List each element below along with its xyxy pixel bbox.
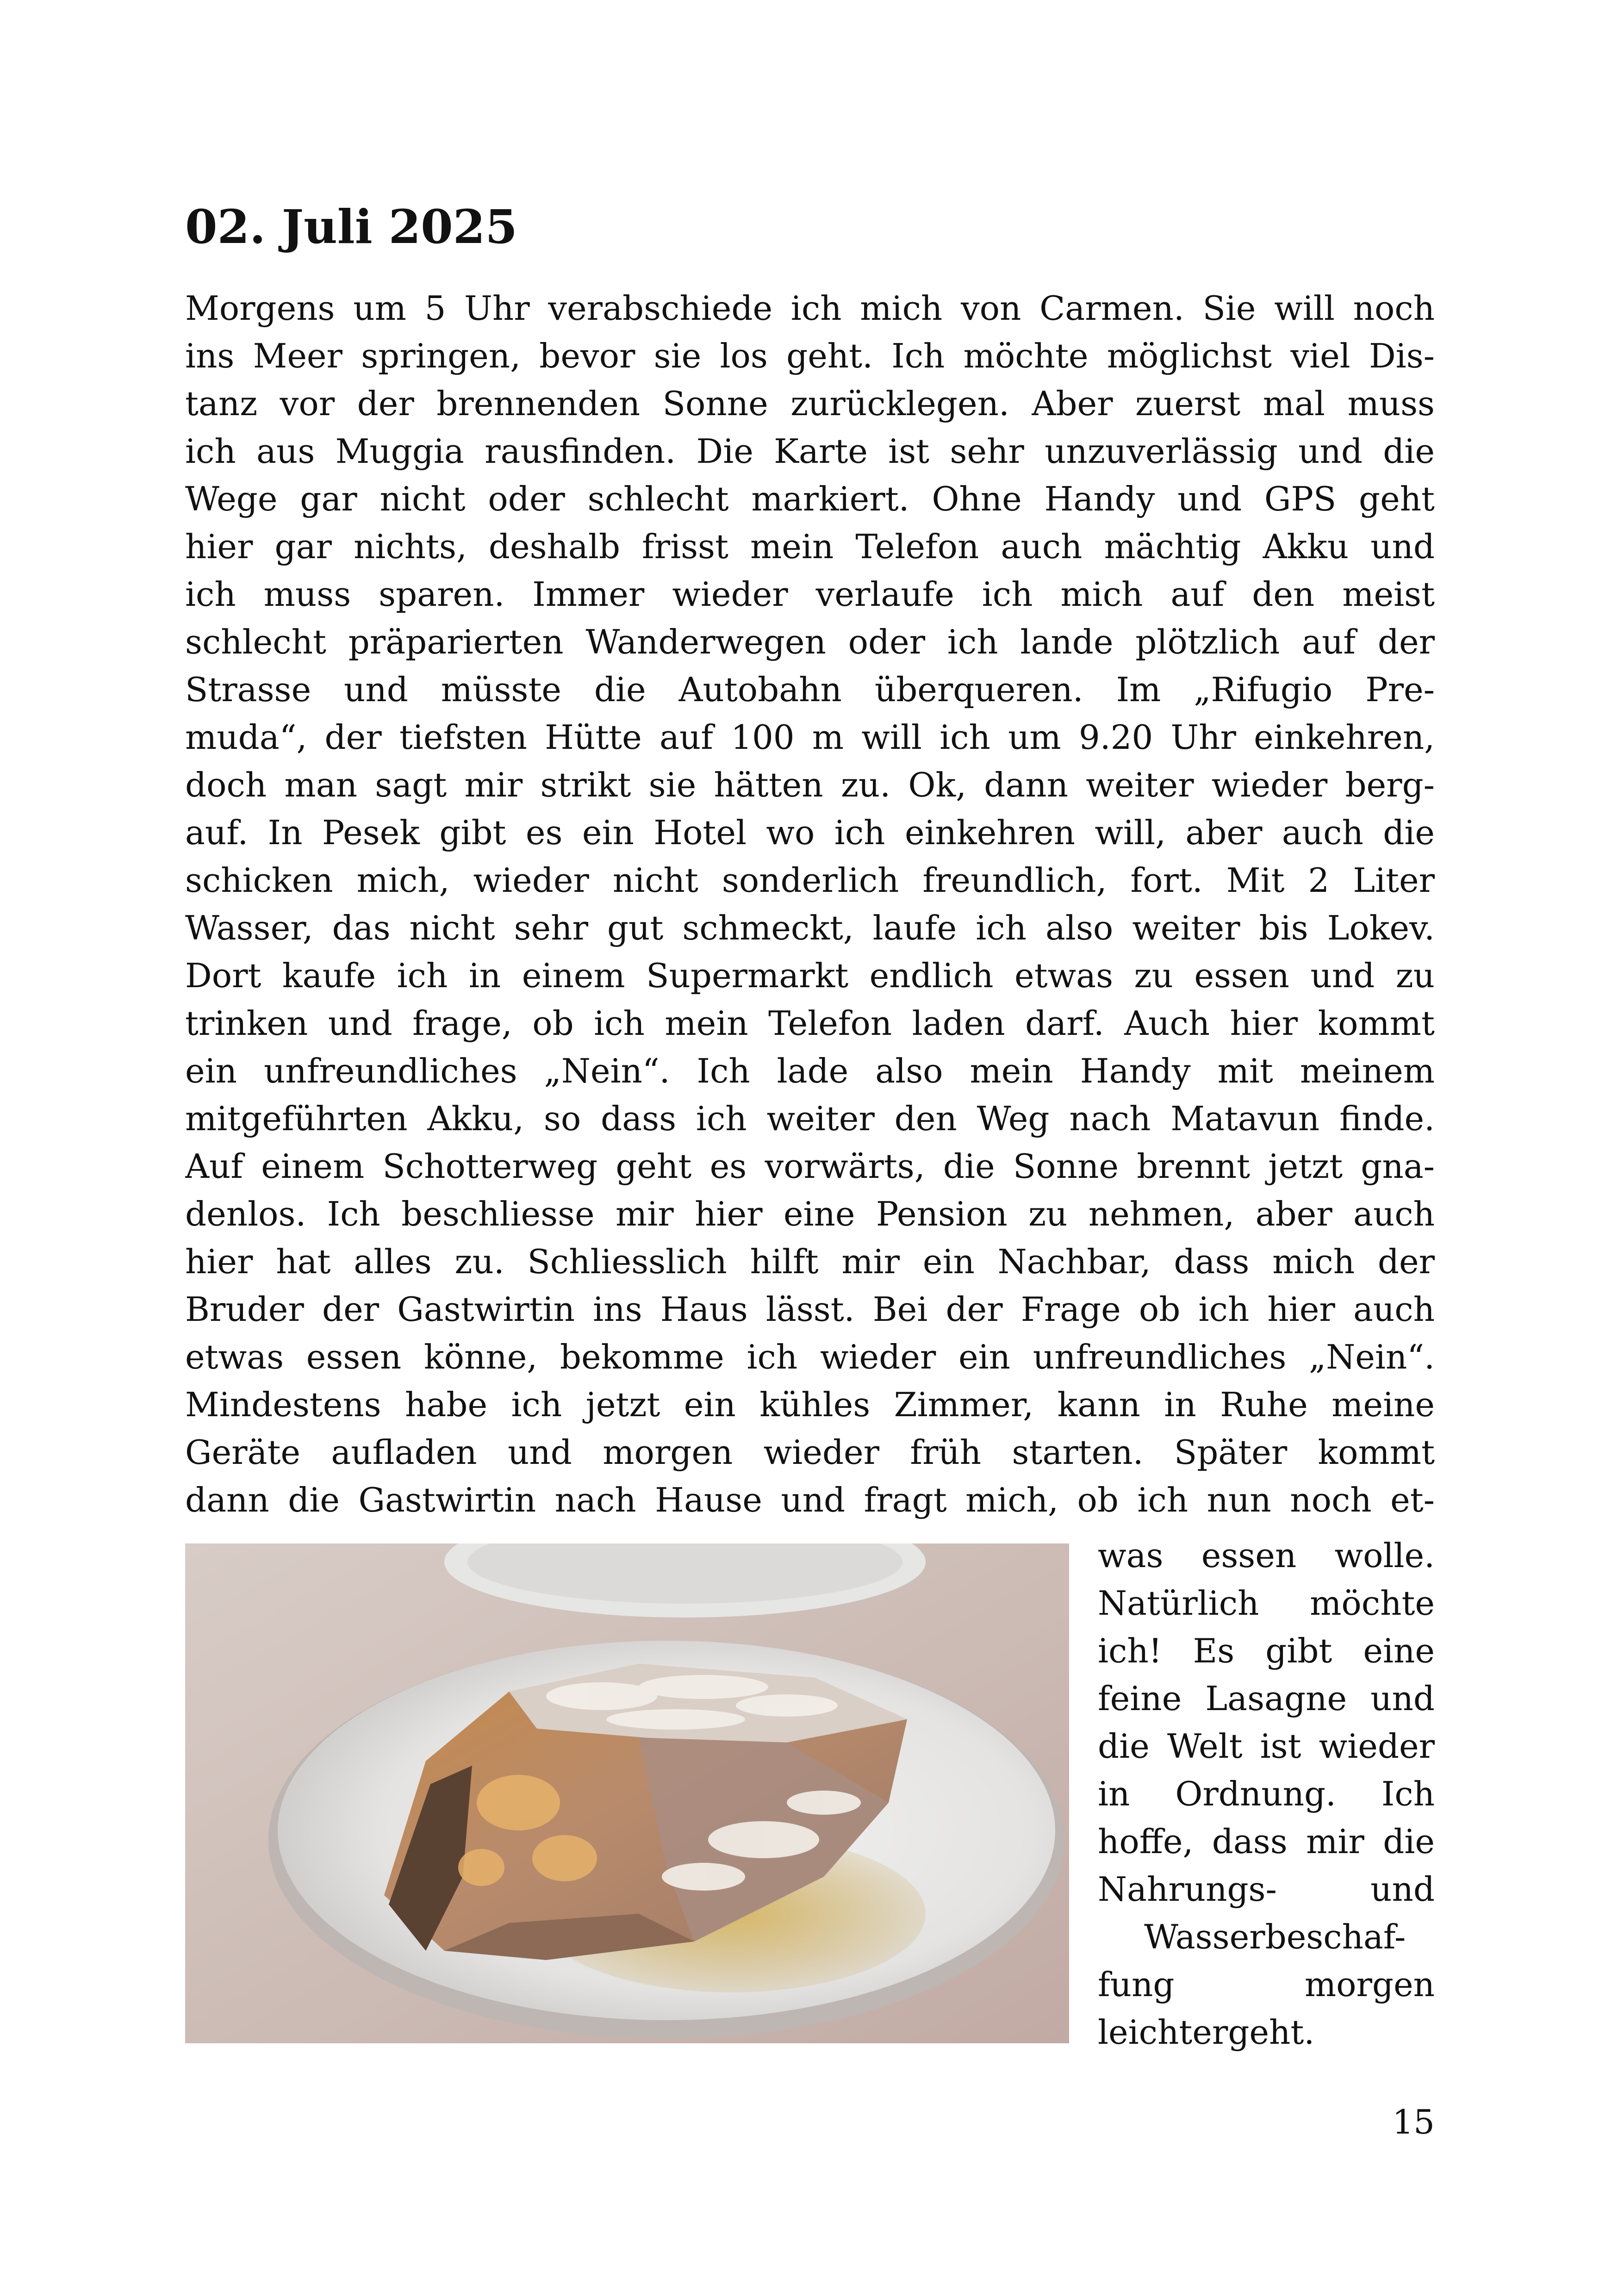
- body-line: mitgeführten Akku, so dass ich weiter den Weg nach Matavun finde.: [185, 1099, 1435, 1138]
- body-line: dann die Gastwirtin nach Hause und fragt mich, ob ich nun noch et-: [185, 1481, 1435, 1519]
- body-line: schlecht präparierten Wanderwegen oder ich lande plötzlich auf der: [185, 622, 1435, 661]
- body-line: tanz vor der brennenden Sonne zurücklegen. Aber zuerst mal muss: [185, 384, 1435, 423]
- side-line: Nahrungs- und: [1098, 1870, 1435, 1909]
- side-line: was essen wolle.: [1098, 1536, 1435, 1575]
- body-line: Wege gar nicht oder schlecht markiert. Ohne Handy und GPS geht: [185, 479, 1435, 518]
- body-paragraph: [185, 285, 1435, 1524]
- side-line: Natürlich möchte: [1098, 1584, 1435, 1623]
- body-line: etwas essen könne, bekomme ich wieder ein unfreundliches „Nein“.: [185, 1338, 1435, 1376]
- body-line: Geräte aufladen und morgen wieder früh starten. Später kommt: [185, 1433, 1435, 1472]
- body-line: schicken mich, wieder nicht sonderlich freundlich, fort. Mit 2 Liter: [185, 861, 1435, 900]
- side-line: in Ordnung. Ich: [1098, 1774, 1435, 1813]
- body-line: ich aus Muggia rausfinden. Die Karte ist sehr unzuverlässig und die: [185, 432, 1435, 471]
- body-line: hier hat alles zu. Schliesslich hilft mir ein Nachbar, dass mich der: [185, 1242, 1435, 1281]
- body-line: Mindestens habe ich jetzt ein kühles Zimmer, kann in Ruhe meine: [185, 1385, 1435, 1424]
- side-line: Wasserbeschaf-: [1144, 1917, 1406, 1956]
- body-line: Auf einem Schotterweg geht es vorwärts, die Sonne brennt jetzt gna-: [185, 1147, 1435, 1186]
- body-line: Strasse und müsste die Autobahn überqueren. Im „Rifugio Pre-: [185, 670, 1435, 709]
- side-line: feine Lasagne und: [1098, 1679, 1435, 1718]
- body-line: Bruder der Gastwirtin ins Haus lässt. Bei der Frage ob ich hier auch: [185, 1290, 1435, 1329]
- side-line: leichtergeht.: [1098, 2013, 1315, 2052]
- side-line: ich! Es gibt eine: [1098, 1631, 1435, 1670]
- body-line: auf. In Pesek gibt es ein Hotel wo ich einkehren will, aber auch die: [185, 813, 1435, 852]
- body-line: ins Meer springen, bevor sie los geht. Ich möchte möglichst viel Dis-: [185, 336, 1435, 375]
- body-line: denlos. Ich beschliesse mir hier eine Pension zu nehmen, aber auch: [185, 1195, 1435, 1233]
- body-line: doch man sagt mir strikt sie hätten zu. Ok, dann weiter wieder berg-: [185, 765, 1435, 804]
- side-line: hoffe, dass mir die: [1098, 1822, 1435, 1861]
- page-number: 15: [1392, 2103, 1435, 2141]
- body-line: Dort kaufe ich in einem Supermarkt endlich etwas zu essen und zu: [185, 956, 1435, 995]
- body-line: muda“, der tiefsten Hütte auf 100 m will ich um 9.20 Uhr einkehren,: [185, 718, 1435, 757]
- side-paragraph: [1098, 1532, 1435, 2056]
- side-line: fung morgen: [1098, 1965, 1435, 2004]
- lasagne-photo: [185, 1543, 1069, 2043]
- body-line: ein unfreundliches „Nein“. Ich lade also mein Handy mit meinem: [185, 1052, 1435, 1090]
- body-line: hier gar nichts, deshalb frisst mein Telefon auch mächtig Akku und: [185, 527, 1435, 566]
- body-line: ich muss sparen. Immer wieder verlaufe ich mich auf den meist: [185, 575, 1435, 614]
- page-heading: 02. Juli 2025: [185, 199, 517, 254]
- body-line: trinken und frage, ob ich mein Telefon laden darf. Auch hier kommt: [185, 1004, 1435, 1043]
- side-line: die Welt ist wieder: [1098, 1727, 1435, 1766]
- body-line: Morgens um 5 Uhr verabschiede ich mich von Carmen. Sie will noch: [185, 289, 1435, 328]
- body-line: Wasser, das nicht sehr gut schmeckt, laufe ich also weiter bis Lokev.: [185, 908, 1435, 947]
